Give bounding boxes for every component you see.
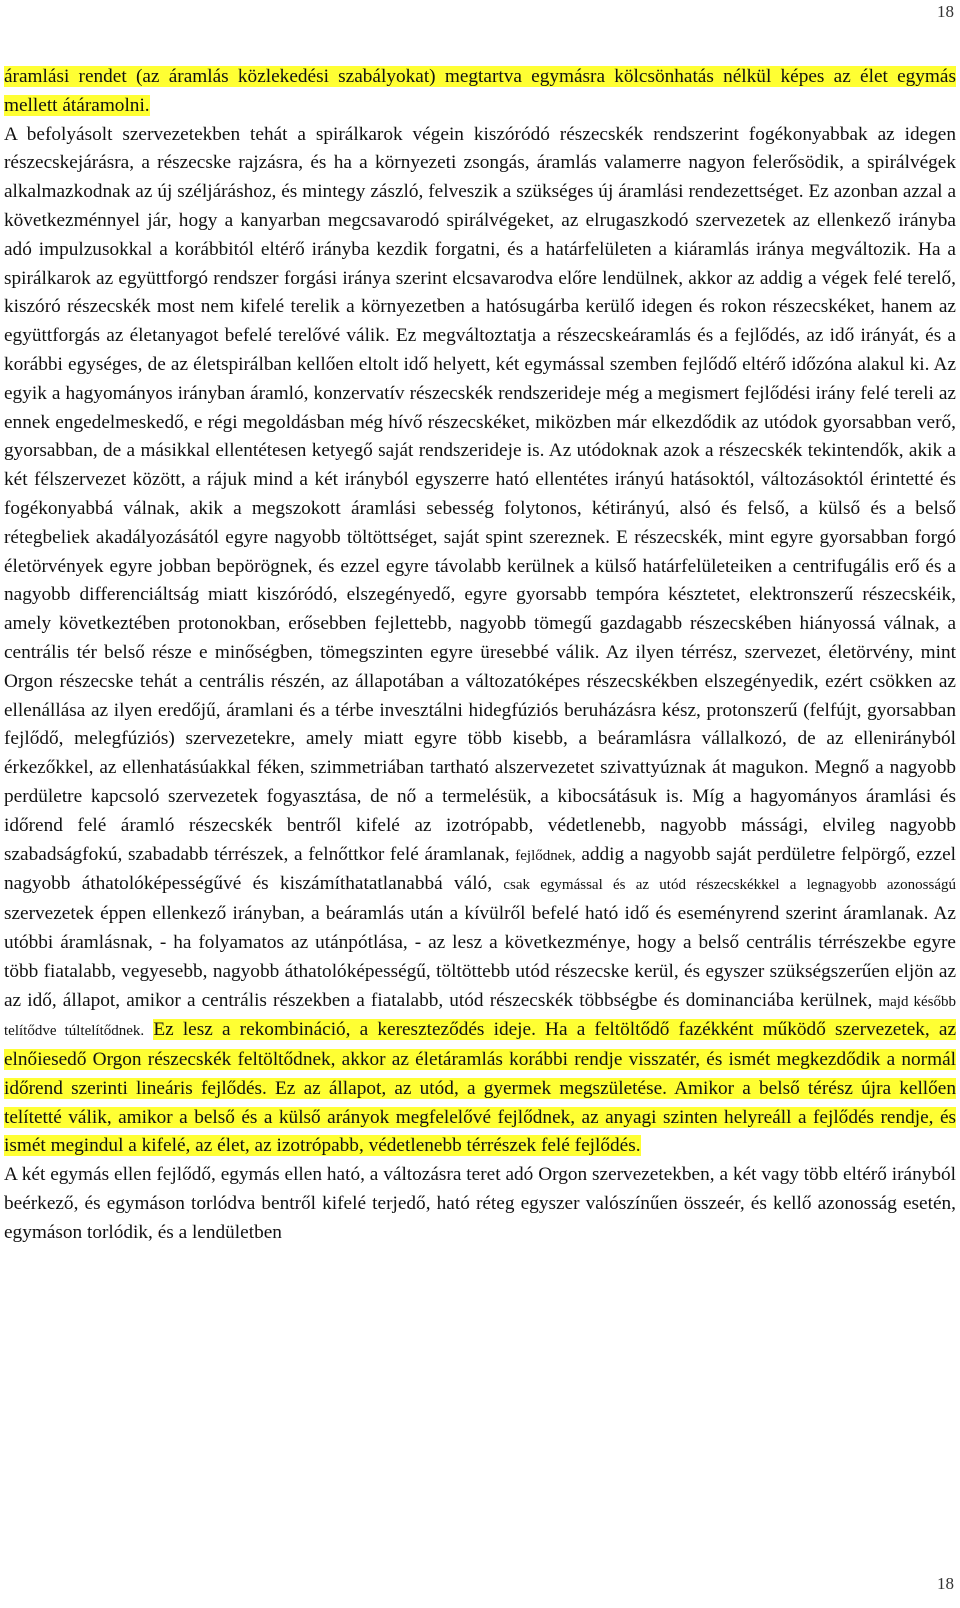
body-text: addig a nagyobb saját perdületre felpörgő, ezzel nagyobb áthatolóképességűvé és kiszámíthatatlanabbá váló, [4,843,956,895]
page-number-top: 18 [937,2,954,21]
small-text: majd később telítődve túltelítődnek. [4,993,956,1040]
document-body [4,63,956,1248]
body-text: szervezetek éppen ellenkező irányban, a beáramlás után a kívülről befelé ható idő és eseményrend szerint áramlanak. Az utóbbi áramlásnak, - ha folyamatos az utánpótlása, - az lesz a következménye, hogy a belső centrális térrészekbe egyre több fiatalabb, vegyesebb, nagyobb áthatolóképességű, töltöttebb utód részecske kerül, és egyszer szükségszerűen eljön az az idő, állapot, amikor a centrális részekben a fiatalabb, utód részecskék többségbe és dominanciába kerülnek, [4,903,956,1011]
page-number-bottom: 18 [937,1574,954,1593]
highlighted-text: áramlási rendet (az áramlás közlekedési szabályokat) megtartva egymásra kölcsönhatás nélkül képes az élet egymás mellett átáramolni. [4,66,956,116]
paragraph-second: A két egymás ellen fejlődő, egymás ellen ható, a változásra teret adó Orgon szervezetekben, a két vagy több eltérő irányból beérkező, és egymáson torlódva bentről kifelé terjedő, ható réteg egyszer valószínűen összeér, és kellő azonosság esetén, egymáson torlódik, és a lendületben [4,1164,956,1243]
small-text: fejlődnek, [515,847,576,864]
paragraph-main [4,63,956,1161]
highlighted-text: Ez lesz a rekombináció, a kereszteződés ideje. Ha a feltöltődő fazékként működő szervezetek, az elnőiesedő Orgon részecskék feltöltődnek, akkor az életáramlás korábbi rendje visszatér, és ismét megkezdődik a normál időrend szerinti lineáris fejlődés. Ez az állapot, az utód, a gyermek megszületése. Amikor a belső térész újra kellően telítetté válik, amikor a belső és a külső arányok megfelelővé fejlődnek, az anyagi szinten helyreáll a fejlődés rendje, és ismét megindul a kifelé, az élet, az izotrópabb, védetlenebb térrészek felé fejlődés. [4,1019,956,1157]
body-text: A befolyásolt szervezetekben tehát a spirálkarok végein kiszóródó részecskék rendszerint fogékonyabbak az idegen részecskejárásra, a részecske rajzásra, és ha a környezeti zsongás, áramlás valamerre nagyon felerősödik, a spirálvégek alkalmazkodnak az új széljáráshoz, és mintegy zászló, felveszik a szükséges új áramlási rendezettséget. Ez azonban azzal a következménnyel jár, hogy a kanyarban megcsavarodó spirálvégeket, az elrugaszkodó szervezetek az ellenkező irányba adó impulzusokkal a korábbitól eltérő irányba kezdik forgatni, és a határfelületen a kiáramlás iránya megváltozik. Ha a spirálkarok az együttforgó rendszer forgási iránya szerint elcsavarodva előre lendülnek, akkor az addig a végek felé terelő, kiszóró részecskék most nem kifelé terelik a környezetben a hatósugárba kerülő idegen és rokon részecskéket, hanem az együttforgás az életanyagot befelé terelővé válik. Ez megváltoztatja a részecskeáramlás és a fejlődés, az idő irányát, és a korábbi egységes, de az életspirálban kellően eltolt idő helyett, két egymással szemben fejlődő eltérő időzóna alakul ki. Az egyik a hagyományos irányban áramló, konzervatív részecskék rendszerideje még a megismert fejlődési irány felé tereli az ennek engedelmeskedő, e régi megoldásban még hívő részecskéket, miközben már elkezdődik az utódok gyorsabban verő, gyorsabban, de a másikkal ellentétesen ketyegő saját rendszerideje is. Az utódoknak azok a részecskék tekintendők, akik a két félszervezet között, a rájuk mind a két irányból egyszerre ható ellentétes irányú hatásoktól, változásoktól érintetté és fogékonyabbá válnak, akik a megszokott áramlási sebesség folytonos, kétirányú, alsó és felső, a külső és a belső rétegbeliek akadályozásától egyre nagyobb töltöttséget, saját spint szereznek. E részecskék, mint egyre gyorsabban forgó életörvények egyre jobban bepörögnek, és ezzel egyre távolabb kerülnek a külső határfelületeiken a centrifugális erő és a nagyobb differenciáltság miatt kiszóródó, elszegényedő, egyre gyorsabb tempóra késztetet, elektronszerű részecskéik, amely következtében protonokban, erősebben fejlettebb, nagyobb tömegű gazdagabb részecskében hiányossá válnak, a centrális tér belső része e minőségben, tömegszinten egyre üresebbé válik. Az ilyen térrész, szervezet, életörvény, mint Orgon részecske tehát a centrális részén, az állapotában a változatóképes részecskékben elszegényedik, ezért csökken az ellenállása az ilyen eredőjű, áramlani és a térbe invesztálni hidegfúziós beruházásra kész, protonszerű (felfújt, gyorsabban fejlődő, melegfúziós) szervezetekre, amely miatt egyre több kisebb, a beáramlásra vállalkozó, de az ellenirányból érkezőkkel, az ellenhatásúakkal féken, szimmetriában tartható alszervezetet szivattyúznak át magukon. Megnő a nagyobb perdületre kapcsoló szervezetek fogyasztása, de nő a termelésük, a kibocsátásuk is. Míg a hagyományos áramlási és időrend felé áramló részecskék bentről kifelé az izotrópabb, védetlenebb, nagyobb mássági, elvileg nagyobb szabadságfokú, szabadabb térrészek, a felnőttkor felé áramlanak, [4,123,956,865]
small-text: csak egymással és az utód részecskékkel a legnagyobb azonosságú [503,877,957,894]
